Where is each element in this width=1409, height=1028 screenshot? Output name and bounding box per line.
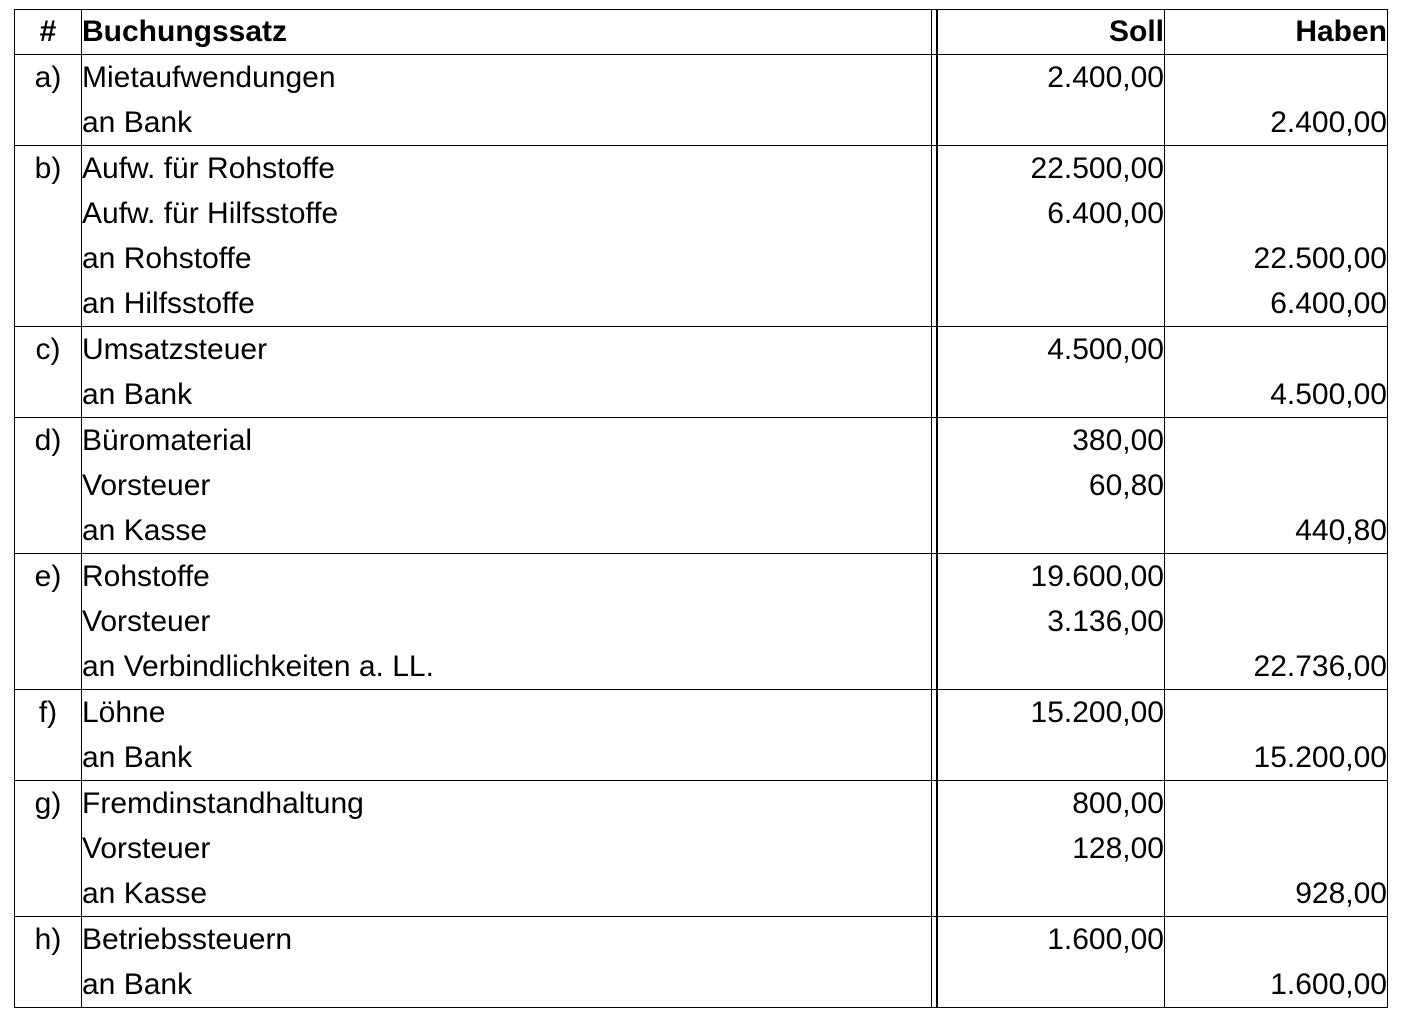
account-text: an Kasse [82, 508, 938, 554]
table-row [15, 372, 1388, 418]
booking-table [14, 9, 1388, 1008]
soll-amount [938, 962, 1165, 1008]
entry-label [15, 372, 82, 418]
table-row [15, 191, 1388, 236]
entry-label [15, 962, 82, 1008]
soll-amount: 60,80 [938, 463, 1165, 508]
entry-label [15, 826, 82, 871]
account-text: Umsatzsteuer [82, 327, 938, 373]
soll-amount [938, 236, 1165, 281]
haben-amount [1165, 191, 1388, 236]
header-number: # [15, 10, 82, 55]
table-row [15, 917, 1388, 963]
soll-amount: 22.500,00 [938, 146, 1165, 192]
haben-amount: 22.736,00 [1165, 644, 1388, 690]
soll-amount [938, 508, 1165, 554]
account-text: Vorsteuer [82, 599, 938, 644]
soll-amount [938, 372, 1165, 418]
soll-amount [938, 281, 1165, 327]
account-text: an Rohstoffe [82, 236, 938, 281]
haben-amount: 1.600,00 [1165, 962, 1388, 1008]
haben-amount: 440,80 [1165, 508, 1388, 554]
soll-amount: 19.600,00 [938, 554, 1165, 600]
table-row [15, 55, 1388, 101]
table-header [15, 10, 1388, 55]
account-text: an Hilfsstoffe [82, 281, 938, 327]
entry-label [15, 236, 82, 281]
table-row [15, 599, 1388, 644]
entry-label [15, 599, 82, 644]
soll-amount [938, 871, 1165, 917]
entry-label [15, 508, 82, 554]
table-body [15, 55, 1388, 1008]
haben-amount [1165, 146, 1388, 192]
entry-label [15, 100, 82, 146]
haben-amount: 2.400,00 [1165, 100, 1388, 146]
account-text: Löhne [82, 690, 938, 736]
header-soll: Soll [938, 10, 1165, 55]
account-text: an Bank [82, 962, 938, 1008]
table-row [15, 327, 1388, 373]
header-buchungssatz: Buchungssatz [82, 10, 938, 55]
header-haben: Haben [1165, 10, 1388, 55]
soll-amount: 2.400,00 [938, 55, 1165, 101]
account-text: Aufw. für Rohstoffe [82, 146, 938, 192]
soll-amount: 15.200,00 [938, 690, 1165, 736]
table-row [15, 146, 1388, 192]
account-text: Rohstoffe [82, 554, 938, 600]
table-row [15, 508, 1388, 554]
account-text: an Bank [82, 735, 938, 781]
soll-amount: 800,00 [938, 781, 1165, 827]
entry-label [15, 735, 82, 781]
table-row [15, 644, 1388, 690]
entry-label: d) [15, 418, 82, 464]
account-text: an Verbindlichkeiten a. LL. [82, 644, 938, 690]
haben-amount [1165, 327, 1388, 373]
account-text: an Bank [82, 372, 938, 418]
table-row [15, 735, 1388, 781]
entry-label: h) [15, 917, 82, 963]
haben-amount: 6.400,00 [1165, 281, 1388, 327]
account-text: Betriebssteuern [82, 917, 938, 963]
soll-amount: 3.136,00 [938, 599, 1165, 644]
entry-label: c) [15, 327, 82, 373]
table-row [15, 690, 1388, 736]
soll-amount: 4.500,00 [938, 327, 1165, 373]
table-row [15, 236, 1388, 281]
haben-amount: 928,00 [1165, 871, 1388, 917]
table-row [15, 100, 1388, 146]
table-row [15, 554, 1388, 600]
table-row [15, 781, 1388, 827]
entry-label: a) [15, 55, 82, 101]
soll-amount [938, 100, 1165, 146]
account-text: Mietaufwendungen [82, 55, 938, 101]
soll-amount: 128,00 [938, 826, 1165, 871]
haben-amount: 4.500,00 [1165, 372, 1388, 418]
account-text: Fremdinstandhaltung [82, 781, 938, 827]
haben-amount [1165, 781, 1388, 827]
account-text: Aufw. für Hilfsstoffe [82, 191, 938, 236]
haben-amount [1165, 599, 1388, 644]
entry-label [15, 463, 82, 508]
table-row [15, 962, 1388, 1008]
account-text: Vorsteuer [82, 826, 938, 871]
table-row [15, 826, 1388, 871]
haben-amount [1165, 554, 1388, 600]
soll-amount [938, 735, 1165, 781]
entry-label: g) [15, 781, 82, 827]
entry-label [15, 281, 82, 327]
haben-amount: 22.500,00 [1165, 236, 1388, 281]
table-row [15, 418, 1388, 464]
haben-amount: 15.200,00 [1165, 735, 1388, 781]
haben-amount [1165, 690, 1388, 736]
haben-amount [1165, 418, 1388, 464]
account-text: an Bank [82, 100, 938, 146]
entry-label: f) [15, 690, 82, 736]
account-text: an Kasse [82, 871, 938, 917]
entry-label: e) [15, 554, 82, 600]
account-text: Vorsteuer [82, 463, 938, 508]
table-row [15, 871, 1388, 917]
header-row [15, 10, 1388, 55]
entry-label [15, 644, 82, 690]
entry-label [15, 191, 82, 236]
entry-label [15, 871, 82, 917]
haben-amount [1165, 917, 1388, 963]
haben-amount [1165, 826, 1388, 871]
entry-label: b) [15, 146, 82, 192]
account-text: Büromaterial [82, 418, 938, 464]
table-row [15, 281, 1388, 327]
soll-amount: 1.600,00 [938, 917, 1165, 963]
soll-amount: 6.400,00 [938, 191, 1165, 236]
table-row [15, 463, 1388, 508]
soll-amount: 380,00 [938, 418, 1165, 464]
haben-amount [1165, 55, 1388, 101]
soll-amount [938, 644, 1165, 690]
haben-amount [1165, 463, 1388, 508]
